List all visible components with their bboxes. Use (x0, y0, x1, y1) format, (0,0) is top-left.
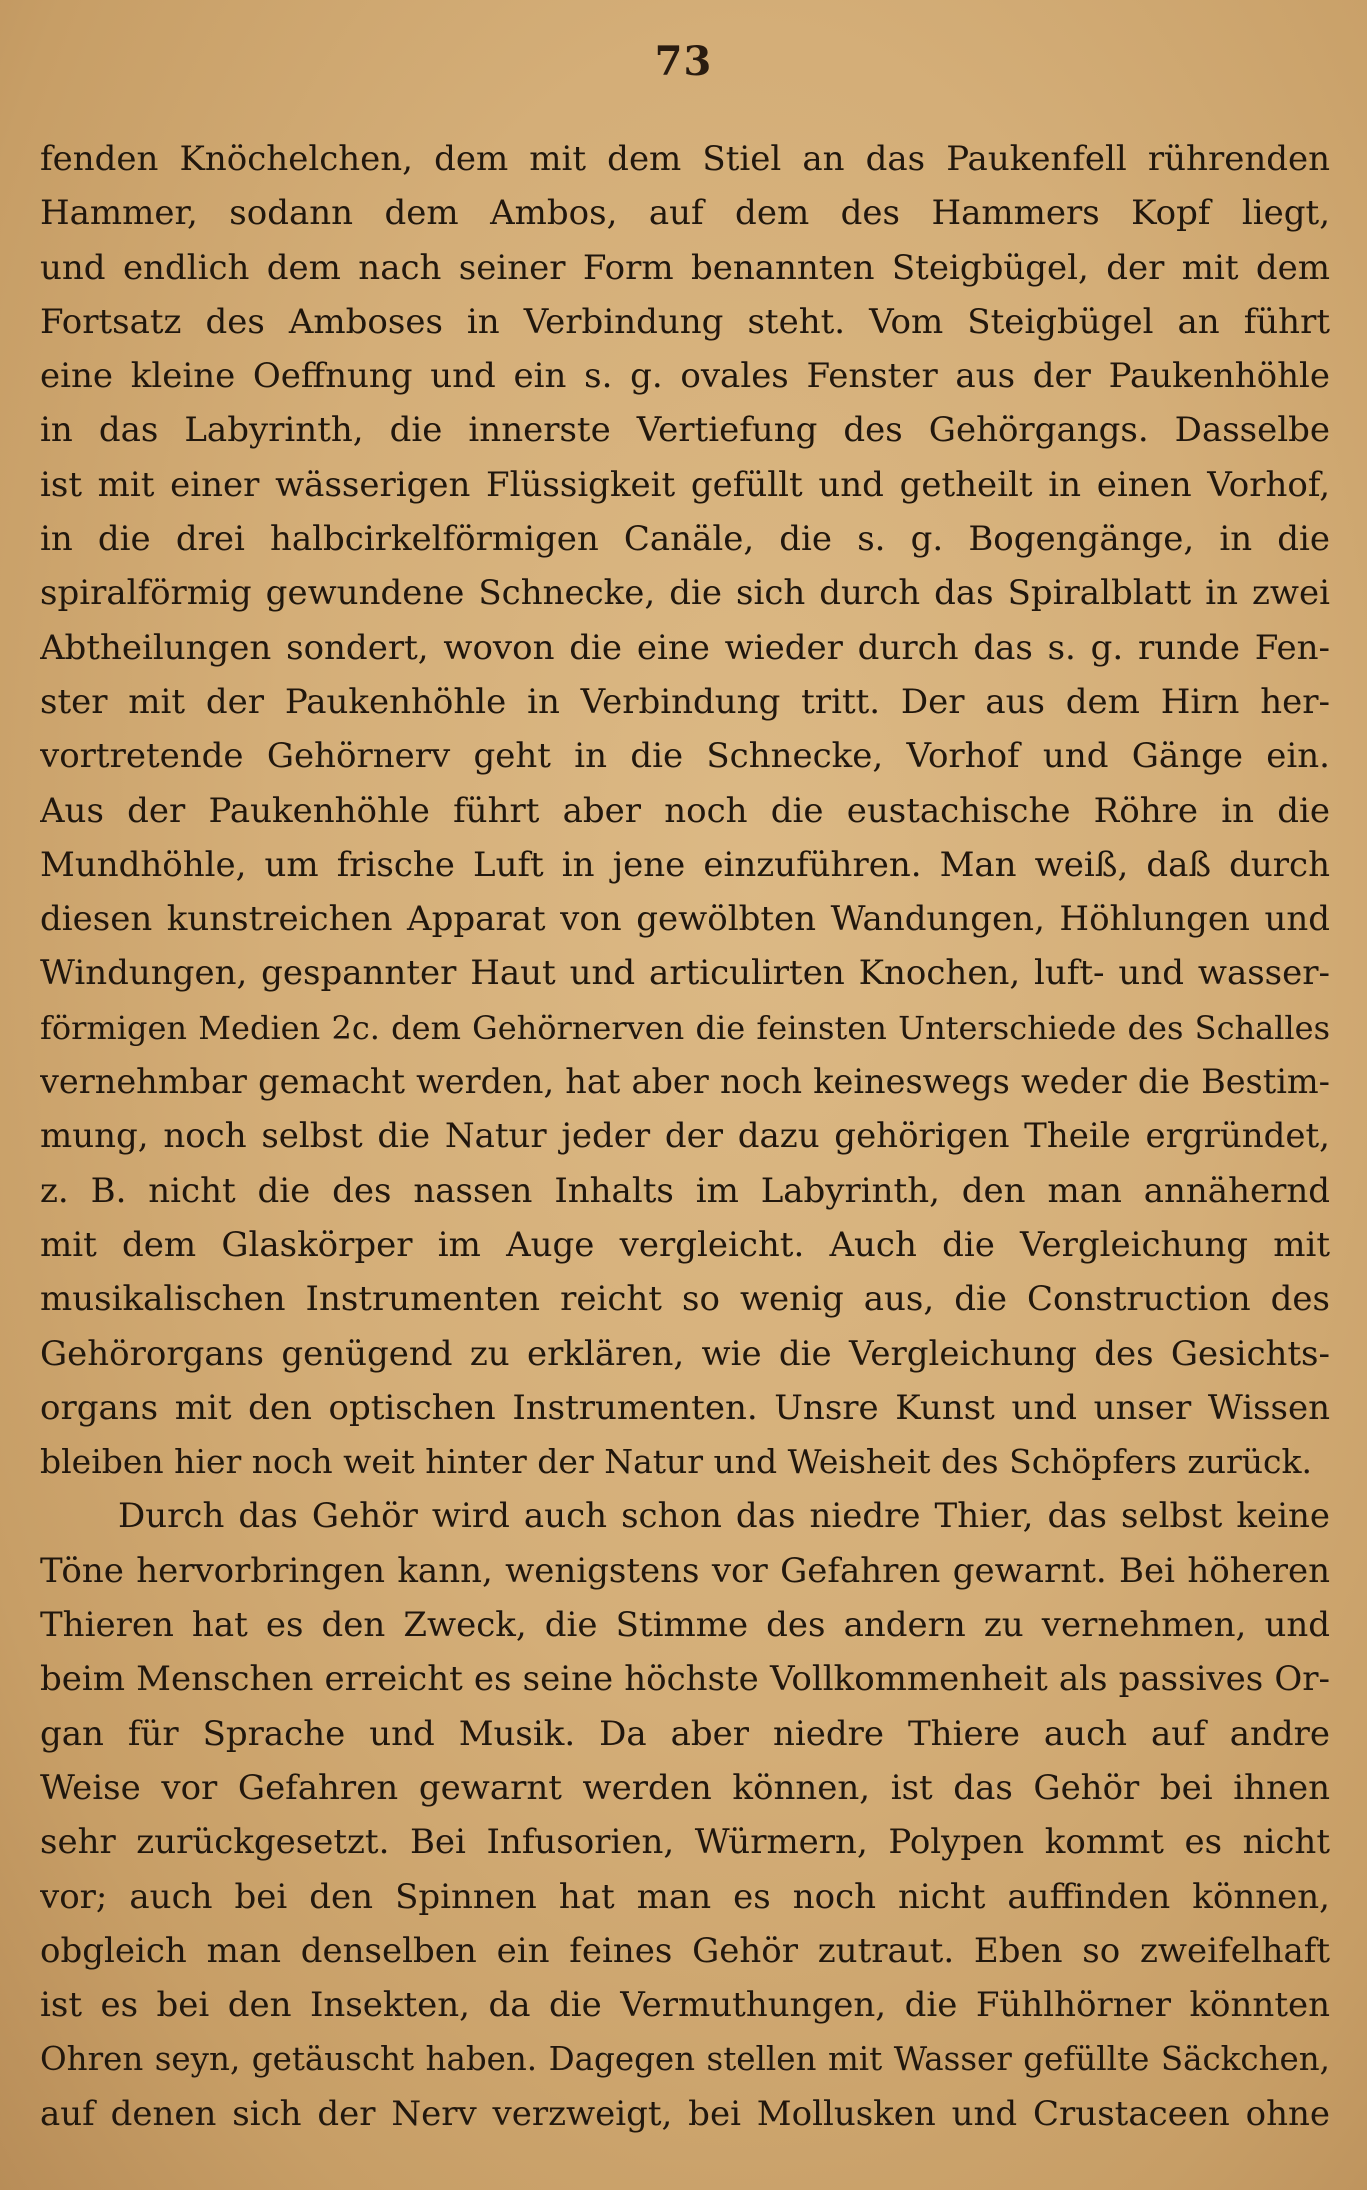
paragraph-end-line: bleiben hier noch weit hinter der Natur und Weisheit des Schöpfers zurück. (40, 1442, 1312, 1482)
paragraph-start-line: Durch das Gehör wird auch schon das niedre Thier, das selbst keine (118, 1496, 1330, 1537)
text-line: Abtheilungen sondert, wovon die eine wieder durch das s. g. runde Fen- (40, 627, 1330, 668)
text-line: organs mit den optischen Instrumenten. Unsre Kunst und unser Wissen (40, 1387, 1330, 1428)
text-line: ist mit einer wässerigen Flüssigkeit gefüllt und getheilt in einen Vorhof, (40, 464, 1330, 505)
text-line: ster mit der Paukenhöhle in Verbindung tritt. Der aus dem Hirn her- (40, 681, 1330, 722)
text-line: mung, noch selbst die Natur jeder der dazu gehörigen Theile ergründet, (40, 1116, 1330, 1157)
text-line: vortretende Gehörnerv geht in die Schnecke, Vorhof und Gänge ein. (40, 736, 1330, 777)
text-line: Thieren hat es den Zweck, die Stimme des andern zu vernehmen, und (40, 1605, 1330, 1646)
page-number: 73 (654, 38, 713, 85)
text-line: Ohren seyn, getäuscht haben. Dagegen stellen mit Wasser gefüllte Säckchen, (40, 2040, 1330, 2079)
text-line: Mundhöhle, um frische Luft in jene einzuführen. Man weiß, daß durch (40, 844, 1330, 885)
text-line: musikalischen Instrumenten reicht so wenig aus, die Construction des (40, 1279, 1330, 1320)
text-line: förmigen Medien 2c. dem Gehörnerven die feinsten Unterschiede des Schalles (40, 1008, 1330, 1047)
text-line: z. B. nicht die des nassen Inhalts im Labyrinth, den man annähernd (40, 1170, 1330, 1211)
text-line: in die drei halbcirkelförmigen Canäle, die s. g. Bogengänge, in die (40, 519, 1330, 560)
body-text (40, 132, 1330, 2141)
text-line: beim Menschen erreicht es seine höchste Vollkommenheit als passives Or- (40, 1659, 1330, 1700)
text-line: vernehmbar gemacht werden, hat aber noch keineswegs weder die Bestim- (40, 1062, 1330, 1102)
text-line: Töne hervorbringen kann, wenigstens vor Gefahren gewarnt. Bei höheren (40, 1550, 1330, 1591)
text-line: spiralförmig gewundene Schnecke, die sich durch das Spiralblatt in zwei (40, 573, 1330, 614)
text-line: und endlich dem nach seiner Form benannten Steigbügel, der mit dem (40, 247, 1330, 288)
text-line: ist es bei den Insekten, da die Vermuthungen, die Fühlhörner könnten (40, 1985, 1330, 2026)
text-line: auf denen sich der Nerv verzweigt, bei Mollusken und Crustaceen ohne (40, 2093, 1330, 2134)
text-line: Hammer, sodann dem Ambos, auf dem des Hammers Kopf liegt, (40, 193, 1330, 234)
text-line: obgleich man denselben ein feines Gehör zutraut. Eben so zweifelhaft (40, 1930, 1330, 1971)
text-line: Aus der Paukenhöhle führt aber noch die eustachische Röhre in die (40, 790, 1330, 831)
text-line: diesen kunstreichen Apparat von gewölbten Wandungen, Höhlungen und (40, 899, 1330, 940)
text-line: eine kleine Oeffnung und ein s. g. ovales Fenster aus der Paukenhöhle (40, 356, 1330, 397)
text-line: gan für Sprache und Musik. Da aber niedre Thiere auch auf andre (40, 1713, 1330, 1754)
text-line: sehr zurückgesetzt. Bei Infusorien, Würmern, Polypen kommt es nicht (40, 1822, 1330, 1863)
text-line: in das Labyrinth, die innerste Vertiefung des Gehörgangs. Dasselbe (40, 410, 1330, 451)
text-line: Windungen, gespannter Haut und articulirten Knochen, luft- und wasser- (40, 953, 1330, 994)
text-line: fenden Knöchelchen, dem mit dem Stiel an das Paukenfell rührenden (40, 139, 1330, 179)
text-line: Weise vor Gefahren gewarnt werden können, ist das Gehör bei ihnen (40, 1767, 1330, 1808)
text-line: Gehörorgans genügend zu erklären, wie die Vergleichung des Gesichts- (40, 1333, 1330, 1374)
text-line: mit dem Glaskörper im Auge vergleicht. Auch die Vergleichung mit (40, 1224, 1330, 1265)
text-line: Fortsatz des Amboses in Verbindung steht. Vom Steigbügel an führt (40, 301, 1330, 342)
text-line: vor; auch bei den Spinnen hat man es noch nicht auffinden können, (40, 1876, 1330, 1917)
